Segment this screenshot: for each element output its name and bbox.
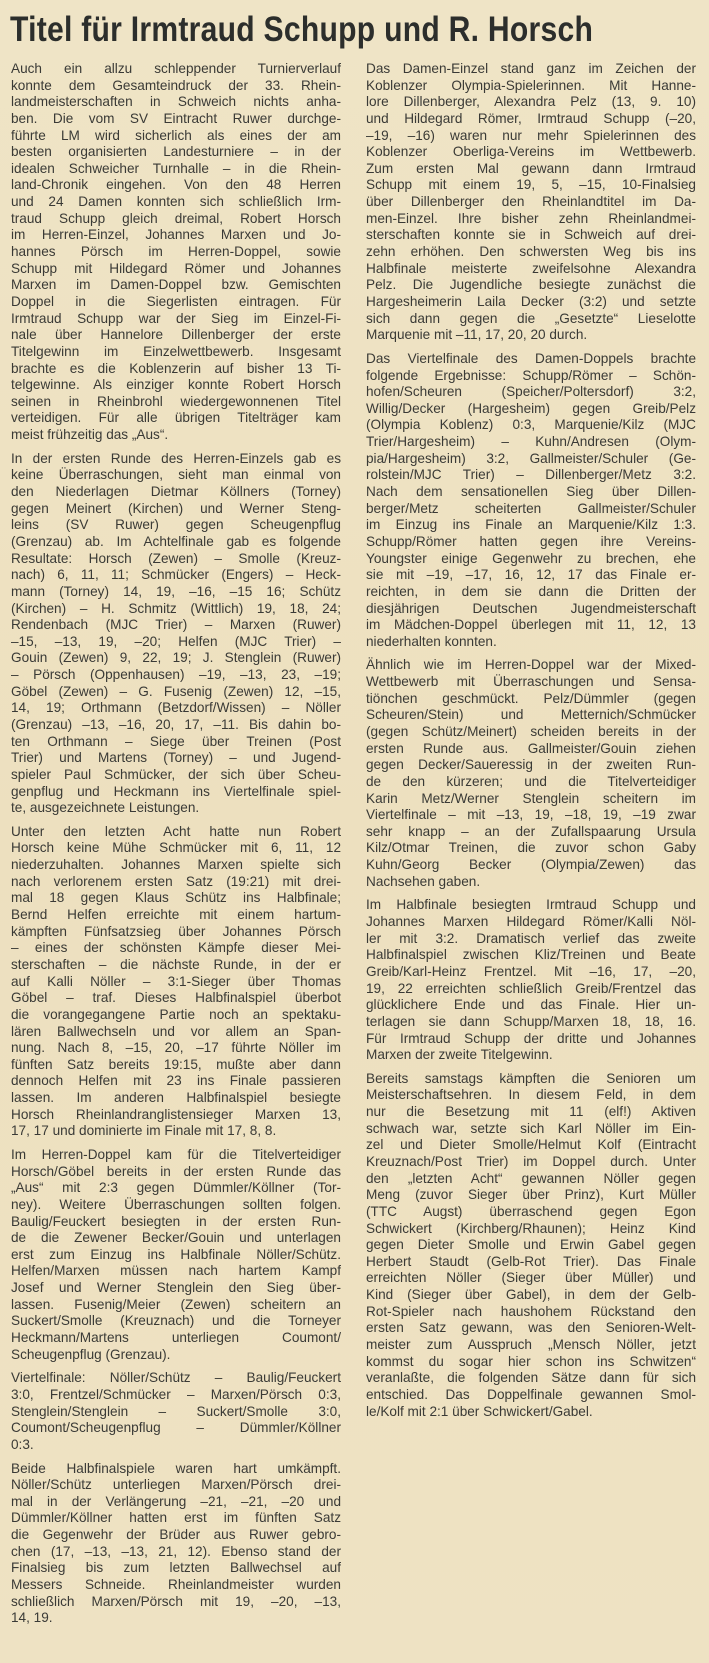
text-line: führte LM wird sicherlich als eines der am — [11, 127, 341, 143]
text-line: hannes Pörsch im Herren-Doppel, sowie — [11, 244, 341, 260]
text-line: lassen. Im anderen Halbfinalspiel besiegte — [11, 1090, 341, 1106]
text-line: men-Einzel. Ihre bisher zehn Rheinlandmei- — [366, 210, 696, 226]
text-line: Greib/Karl-Heinz Frentzel. Mit –16, 17, –20, — [366, 963, 696, 979]
text-line: Horsch keine Mühe Schmücker mit 6, 11, 12 — [11, 840, 341, 856]
text-line: Halbfinale meisterte zweifelsohne Alexandra — [366, 260, 696, 276]
text-line: landmeisterschaften in Schweich nichts anha- — [11, 94, 341, 110]
text-line: Gouin (Zewen) 9, 22, 19; J. Stenglein (Ruwer) — [11, 650, 341, 666]
text-line: Ähnlich wie im Herren-Doppel war der Mixed- — [366, 657, 696, 673]
text-line: 14, 19. — [11, 1610, 53, 1626]
text-line: kämpften Fünfsatzsieg über Johannes Pörsch — [11, 923, 341, 939]
text-line: Heckmann/Martens unterliegen Coumont/ — [11, 1330, 341, 1346]
text-line: telgewinne. Als einziger konnte Robert Horsch — [11, 377, 341, 393]
text-line: Koblenzer Olympia-Spielerinnen. Mit Hanne- — [366, 77, 696, 93]
text-line: dennoch Helfen mit 23 ins Finale passieren — [11, 1073, 341, 1089]
text-line: Scheuren/Stein) und Metternich/Schmücker — [366, 707, 696, 723]
paragraph — [366, 1071, 696, 1420]
text-line: Herbert Staudt (Gelb-Rot Trier). Das Finale — [366, 1253, 696, 1269]
text-line: mal 18 gegen Klaus Schütz ins Halbfinale; — [11, 890, 341, 906]
text-line: Auch ein allzu schleppender Turnierverlauf — [11, 61, 341, 76]
text-line: chen (17, –13, –13, 21, 12). Ebenso stand der — [11, 1543, 341, 1559]
text-line: verteidigen. Für alle übrigen Titelträger kam — [11, 410, 341, 426]
text-line: Helfen/Marxen müssen nach hartem Kampf — [11, 1263, 341, 1279]
text-line: Nach dem sensationellen Sieg über Dillen- — [366, 484, 696, 500]
text-line: ersten Satz gewann, was den Senioren-Welt- — [366, 1320, 696, 1336]
text-line: Schupp mit Hildegard Römer und Johannes — [11, 260, 341, 276]
text-line: land-Chronik eingehen. Von den 48 Herren — [11, 177, 341, 193]
text-line: (Grenzau) ab. Im Achtelfinale gab es folgende — [11, 533, 341, 549]
text-line: rolstein/MJC Trier) – Dillenberger/Metz 3:2. — [366, 467, 696, 483]
text-line: zehn erhöhen. Den schwersten Weg bis ins — [366, 244, 696, 260]
text-line: Wettbewerb mit Überraschungen und Sensa- — [366, 674, 696, 690]
text-line: Im Halbfinale besiegten Irmtraud Schupp und — [366, 897, 696, 913]
text-line: 0:3. — [11, 1436, 34, 1452]
text-line: Schupp mit einem 19, 5, –15, 10-Finalsieg — [366, 177, 696, 193]
text-line: te, ausgezeichnete Leistungen. — [11, 800, 200, 816]
text-line: spieler Paul Schmücker, der sich über Scheu- — [11, 766, 341, 782]
text-line: Titelgewinn im Einzelwettbewerb. Insgesamt — [11, 343, 341, 359]
text-line: Koblenzer Oberliga-Vereins im Wettbewerb. — [366, 144, 696, 160]
text-line: Göbel – traf. Dieses Halbfinalspiel überbot — [11, 990, 341, 1006]
text-line: berger/Metz scheiterten Gallmeister/Schuler — [366, 500, 696, 516]
text-line: Finalsieg bis zum letzten Ballwechsel auf — [11, 1560, 341, 1576]
headline: Titel für Irmtraud Schupp und R. Horsch — [10, 10, 594, 49]
text-line: Karin Metz/Werner Stenglein scheitern im — [366, 790, 696, 806]
text-line: schließlich Marxen/Pörsch mit 19, –20, –13, — [11, 1593, 341, 1609]
text-line: nach) 6, 11, 11; Schmücker (Engers) – Heck- — [11, 567, 341, 583]
text-line: Viertelfinale: Nöller/Schütz – Baulig/Feuckert — [11, 1370, 341, 1386]
text-line: Meisterschaftsehren. In diesem Feld, in dem — [366, 1087, 696, 1103]
paragraph — [11, 1461, 341, 1627]
text-line: Schwickert (Kirchberg/Rhaunen); Heinz Kind — [366, 1220, 696, 1236]
text-line: sie mit –19, –17, 16, 12, 17 das Finale er- — [366, 567, 696, 583]
text-line: Kind (Sieger über Gabel), in dem der Gelb- — [366, 1287, 696, 1303]
paragraph — [11, 824, 341, 1140]
text-line: Beide Halbfinalspiele waren hart umkämpft. — [11, 1460, 341, 1476]
text-line: In der ersten Runde des Herren-Einzels gab es — [11, 450, 341, 466]
text-line: Das Damen-Einzel stand ganz im Zeichen der — [366, 61, 696, 76]
text-line: Resultate: Horsch (Zewen) – Smolle (Kreuz- — [11, 550, 341, 566]
text-line: de die Zewener Becker/Gouin und unterlagen — [11, 1230, 341, 1246]
text-line: (gegen Schütz/Meinert) scheiden bereits in der — [366, 723, 696, 739]
text-line: Josef und Werner Stenglein den Sieg über- — [11, 1280, 341, 1296]
text-line: lassen. Fusenig/Meier (Zewen) scheitern an — [11, 1296, 341, 1312]
text-line: im Mädchen-Doppel überlegen mit 11, 12, 13 — [366, 617, 696, 633]
text-line: traud Schupp gleich dreimal, Robert Horsch — [11, 210, 341, 226]
text-line: –19, –16) waren nur mehr Spielerinnen des — [366, 127, 696, 143]
text-line: Irmtraud Schupp war der Sieg im Einzel-Fi- — [11, 310, 341, 326]
text-line: auf Kalli Nöller – 3:1-Sieger über Thomas — [11, 973, 341, 989]
text-line: 19, 22 erreichten schließlich Greib/Frentzel das — [366, 980, 696, 996]
text-line: Göbel (Zewen) – G. Fusenig (Zewen) 12, –15, — [11, 683, 341, 699]
text-line: diesjährigen Deutschen Jugendmeisterschaft — [366, 600, 696, 616]
text-line: über Dillenberger den Rheinlandtitel im Da- — [366, 194, 696, 210]
text-line: erreichten Nöller (Sieger über Müller) und — [366, 1270, 696, 1286]
text-line: konnte dem Gesamteindruck der 33. Rhein- — [11, 77, 341, 93]
text-line: Nöller/Schütz unterliegen Marxen/Pörsch drei- — [11, 1477, 341, 1493]
text-line: Viertelfinale – mit –13, 19, –18, 19, –19 zwar — [366, 807, 696, 823]
text-line: idealen Schweicher Turnhalle – in die Rhein- — [11, 160, 341, 176]
paragraph — [11, 451, 341, 817]
text-line: le/Kolf mit 2:1 über Schwickert/Gabel. — [366, 1403, 593, 1419]
text-line: ten Orthmann – Siege über Treinen (Post — [11, 733, 341, 749]
text-line: ben. Die vom SV Eintracht Ruwer durchge- — [11, 110, 341, 126]
text-line: sehr knapp – an der Zufallspaarung Ursula — [366, 823, 696, 839]
text-line: Zum ersten Mal gewann dann Irmtraud — [366, 160, 696, 176]
text-line: die vorangegangene Partie noch an spektaku- — [11, 1006, 341, 1022]
text-line: hofen/Scheuren (Speicher/Poltersdorf) 3:2, — [366, 384, 696, 400]
text-line: Halbfinalspiel zwischen Kliz/Treinen und Beate — [366, 947, 696, 963]
text-line: ler mit 3:2. Dramatisch verlief das zweite — [366, 930, 696, 946]
text-line: den Niederlagen Dietmar Köllners (Torney) — [11, 484, 341, 500]
text-line: Stenglein/Stenglein – Suckert/Smolle 3:0, — [11, 1403, 341, 1419]
text-line: Trier) und Martens (Torney) – und Jugend- — [11, 750, 341, 766]
text-line: terlagen sie dann Schupp/Marxen 18, 18, 16. — [366, 1013, 696, 1029]
text-line: lären Ballwechseln und vor allem an Span- — [11, 1023, 341, 1039]
text-line: Marxen der zweite Titelgewinn. — [366, 1047, 553, 1063]
text-line: Willig/Decker (Hargesheim) gegen Greib/Pelz — [366, 400, 696, 416]
text-line: Meng (zuvor Sieger über Prinz), Kurt Müller — [366, 1187, 696, 1203]
text-line: die Gegenwehr der Brüder aus Ruwer gebro- — [11, 1527, 341, 1543]
text-line: Für Irmtraud Schupp der dritte und Johannes — [366, 1030, 696, 1046]
text-line: Baulig/Feuckert besiegten in der ersten Run- — [11, 1213, 341, 1229]
text-line: gegen Meinert (Kirchen) und Werner Steng- — [11, 500, 341, 516]
text-line: schwach war, setzte sich Karl Nöller im Ein- — [366, 1120, 696, 1136]
text-line: Marxen im Damen-Doppel bzw. Gemischten — [11, 277, 341, 293]
text-line: 14, 19; Orthmann (Betzdorf/Wissen) – Nöller — [11, 700, 341, 716]
paragraph — [11, 1147, 341, 1363]
text-line: – Pörsch (Oppenhausen) –19, –13, 23, –19; — [11, 667, 341, 683]
text-line: Scheugenpflug (Grenzau). — [11, 1346, 171, 1362]
text-line: sterschaften – die nächste Runde, in der er — [11, 956, 341, 972]
text-line: und Hildegard Römer, Irmtraud Schupp (–20, — [366, 110, 696, 126]
text-line: Bernd Helfen erreichte mit einem hartum- — [11, 907, 341, 923]
text-line: 3:0, Frentzel/Schmücker – Marxen/Pörsch 0:3, — [11, 1386, 341, 1402]
text-line: Unter den letzten Acht hatte nun Robert — [11, 823, 341, 839]
text-line: meister zum Ausspruch „Mensch Nöller, jetzt — [366, 1337, 696, 1353]
text-line: genpflug und Heckmann ins Viertelfinale spiel- — [11, 783, 341, 799]
text-line: Das Viertelfinale des Damen-Doppels brachte — [366, 350, 696, 366]
text-line: Schupp/Römer hatten gegen ihre Vereins- — [366, 533, 696, 549]
paragraph — [11, 61, 341, 444]
text-line: (Kirchen) – H. Schmitz (Wittlich) 19, 18, 24; — [11, 600, 341, 616]
text-line: nung. Nach 8, –15, 20, –17 führte Nöller im — [11, 1040, 341, 1056]
text-line: im Einzug ins Finale an Marquenie/Kilz 1:3. — [366, 517, 696, 533]
text-line: den „letzten Acht“ gewannen Nöller gegen — [366, 1170, 696, 1186]
text-line: –15, –13, 19, –20; Helfen (MJC Trier) – — [11, 633, 341, 649]
text-line: tiönchen geschmückt. Pelz/Dümmler (gegen — [366, 690, 696, 706]
text-line: folgende Ergebnisse: Schupp/Römer – Schön- — [366, 367, 696, 383]
text-line: lore Dillenberger, Alexandra Pelz (13, 9. 10) — [366, 94, 696, 110]
text-line: Nachsehen gaben. — [366, 873, 481, 889]
text-line: (Olympia Koblenz) 0:3, Marquenie/Kilz (MJC — [366, 417, 696, 433]
text-line: ersten Runde aus. Gallmeister/Gouin ziehen — [366, 740, 696, 756]
text-line: nale über Hannelore Dillenberger der erste — [11, 327, 341, 343]
text-line: Rot-Spieler nach haushohem Rückstand den — [366, 1303, 696, 1319]
text-line: gegen Dieter Smolle und Erwin Gabel gegen — [366, 1237, 696, 1253]
text-line: Horsch/Göbel bereits in der ersten Runde das — [11, 1163, 341, 1179]
text-line: nur die Besetzung mit 11 (elf!) Aktiven — [366, 1104, 696, 1120]
text-line: fünften Satz bereits 19:15, mußte aber dann — [11, 1056, 341, 1072]
text-line: sterschaften konnte sie in Schweich auf drei- — [366, 227, 696, 243]
text-line: Dümmler/Köllner hatten erst im fünften Satz — [11, 1510, 341, 1526]
text-line: gegen Decker/Saueressig in der zweiten Run- — [366, 757, 696, 773]
text-line: (TTC Augst) überraschend gegen Egon — [366, 1203, 696, 1219]
text-line: „Aus“ mit 2:3 gegen Dümmler/Köllner (Tor- — [11, 1180, 341, 1196]
paragraph — [11, 1370, 341, 1453]
text-line: entschied. Das Doppelfinale gewannen Smol- — [366, 1386, 696, 1402]
text-line: glücklichere Ende und das Finale. Hier un- — [366, 997, 696, 1013]
text-line: niederzuhalten. Johannes Marxen spielte sich — [11, 857, 341, 873]
text-line: 17, 17 und dominierte im Finale mit 17, 8, 8. — [11, 1123, 277, 1139]
text-line: Bereits samstags kämpften die Senioren um — [366, 1070, 696, 1086]
text-line: mal in der Verlängerung –21, –21, –20 und — [11, 1493, 341, 1509]
paragraph — [366, 351, 696, 651]
text-line: Messers Schneide. Rheinlandmeister wurden — [11, 1577, 341, 1593]
text-line: erst zum Einzug ins Halbfinale Nöller/Schütz. — [11, 1246, 341, 1262]
text-line: Kreuznach/Post Trier) im Doppel durch. Unter — [366, 1154, 696, 1169]
text-line: Horsch Rheinlandranglistensieger Marxen 13, — [11, 1106, 341, 1122]
text-line: (Grenzau) –13, –16, 20, 17, –11. Bis dahin bo- — [11, 716, 341, 732]
text-line: veranlaßte, die folgenden Sätze dann für sich — [366, 1370, 696, 1386]
text-line: seinen in Rheinbrohl wiedergewonnenen Titel — [11, 393, 341, 409]
text-line: reichten, in dem sie dann die Dritten der — [366, 583, 696, 599]
text-line: nach verlorenem ersten Satz (19:21) mit drei- — [11, 873, 341, 889]
text-line: und 24 Damen konnten sich schließlich Irm- — [11, 194, 341, 210]
text-line: meist frühzeitig das „Aus“. — [11, 427, 169, 443]
text-line: kommst du sogar hier schon ins Schwitzen“ — [366, 1353, 696, 1369]
text-line: Hargesheimerin Laila Decker (3:2) und setzte — [366, 293, 696, 309]
left-column — [11, 61, 341, 1634]
text-line: zel und Dieter Smolle/Helmut Kolf (Eintracht — [366, 1137, 696, 1153]
paragraph — [366, 657, 696, 890]
text-line: niederhalten konnten. — [366, 633, 497, 649]
text-line: Suckert/Smolle (Kreuznach) und die Torneyer — [11, 1313, 341, 1329]
text-line: – eines der schönsten Kämpfe dieser Mei- — [11, 940, 341, 956]
text-line: Rendenbach (MJC Trier) – Marxen (Ruwer) — [11, 617, 341, 633]
text-line: Trier/Hargesheim) – Kuhn/Andresen (Olym- — [366, 434, 696, 450]
text-line: Kuhn/Georg Becker (Olympia/Zewen) das — [366, 857, 696, 873]
text-line: leins (SV Ruwer) gegen Scheugenpflug — [11, 517, 341, 533]
text-line: Doppel in die Siegerlisten eintragen. Für — [11, 293, 341, 309]
text-line: pia/Hargesheim) 3:2, Gallmeister/Schuler (Ge- — [366, 450, 696, 466]
text-line: Coumont/Scheugenpflug – Dümmler/Köllner — [11, 1420, 341, 1436]
text-line: Johannes Marxen Hildegard Römer/Kalli Nöl- — [366, 914, 696, 930]
text-line: im Herren-Einzel, Johannes Marxen und Jo- — [11, 227, 341, 243]
text-line: ney). Weitere Überraschungen sollten folgen. — [11, 1196, 341, 1212]
text-line: sich dann gegen die „Gesetzte“ Lieselotte — [366, 310, 696, 326]
text-line: mann (Torney) 14, 19, –16, –15 16; Schütz — [11, 583, 341, 599]
text-line: keine Überraschungen, sieht man einmal von — [11, 467, 341, 483]
paragraph — [366, 897, 696, 1063]
paragraph — [366, 61, 696, 344]
text-line: Youngster einige Gegenwehr zu brechen, ehe — [366, 550, 696, 566]
text-line: brachte es die Koblenzerin auf bisher 13 Ti- — [11, 360, 341, 376]
text-line: Marquenie mit –11, 17, 20, 20 durch. — [366, 327, 588, 343]
text-line: de den kürzeren; und die Titelverteidiger — [366, 773, 696, 789]
text-line: Im Herren-Doppel kam für die Titelverteidiger — [11, 1147, 341, 1162]
text-line: Pelz. Die Jugendliche besiegte zunächst die — [366, 277, 696, 293]
right-column — [366, 61, 696, 1427]
text-line: Kilz/Otmar Treinen, die zuvor schon Gaby — [366, 840, 696, 856]
text-line: besten organisierten Landesturniere – in der — [11, 144, 341, 160]
